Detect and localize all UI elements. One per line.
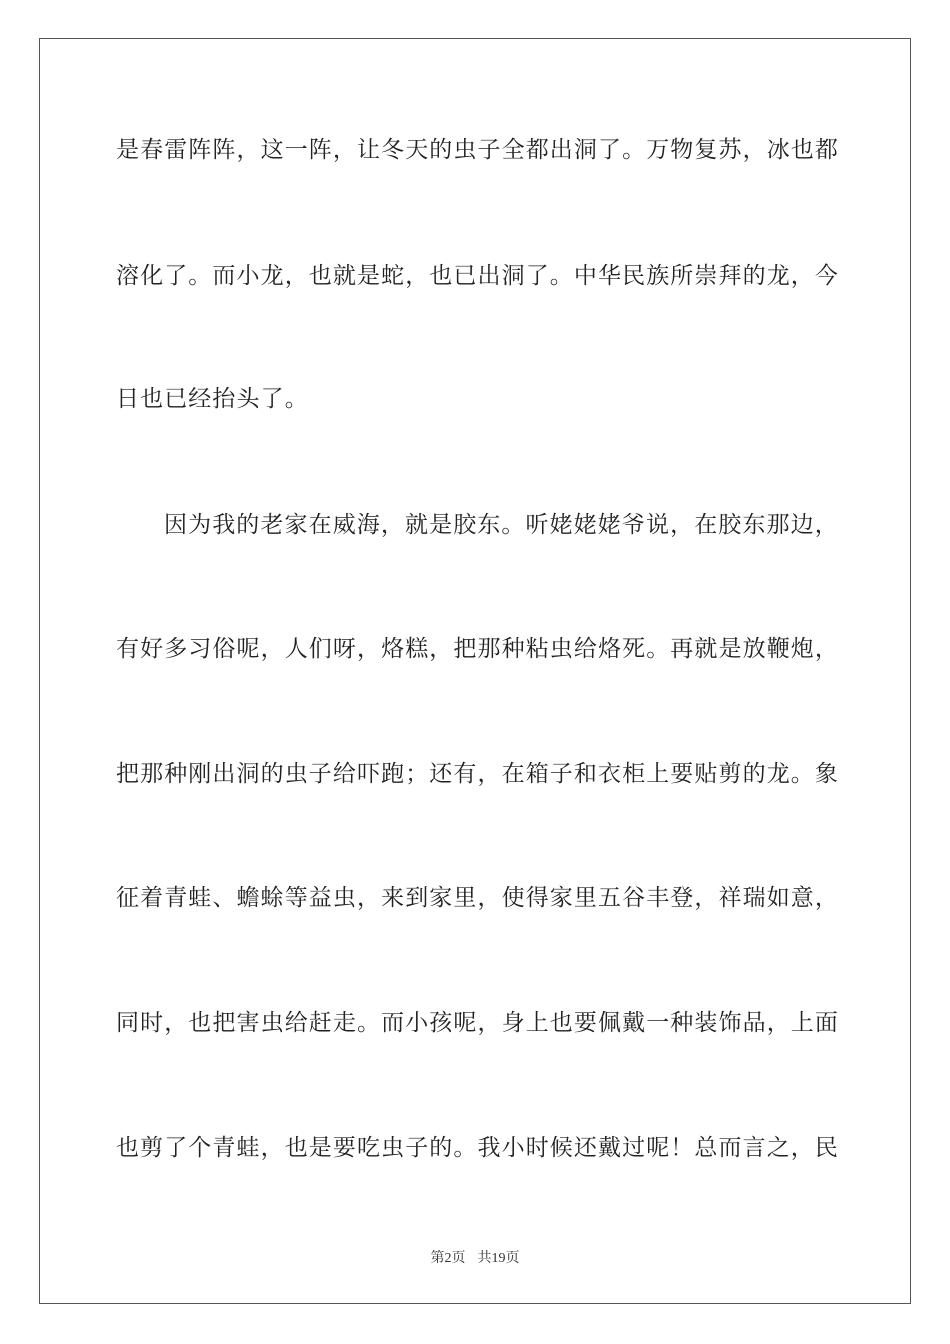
body-text-line: 有好多习俗呢，人们呀，烙糕，把那种粘虫给烙死。再就是放鞭炮，	[116, 636, 839, 662]
body-text-line: 把那种刚出洞的虫子给吓跑；还有，在箱子和衣柜上要贴剪的龙。象	[116, 761, 839, 787]
page-footer	[0, 1247, 950, 1267]
body-text-line: 日也已经抬头了。	[116, 386, 309, 412]
body-text-line: 同时，也把害虫给赶走。而小孩呢，身上也要佩戴一种装饰品，上面	[116, 1010, 839, 1036]
page-border	[39, 38, 911, 1304]
page-number: 第2页	[430, 1251, 466, 1266]
body-text-line: 溶化了。而小龙，也就是蛇，也已出洞了。中华民族所崇拜的龙，今	[116, 263, 839, 289]
body-text-line: 征着青蛙、蟾蜍等益虫，来到家里，使得家里五谷丰登，祥瑞如意，	[116, 885, 839, 911]
page-total: 共19页	[477, 1251, 520, 1266]
body-text-line: 是春雷阵阵，这一阵，让冬天的虫子全都出洞了。万物复苏，冰也都	[116, 137, 839, 163]
body-text-line: 也剪了个青蛙，也是要吃虫子的。我小时候还戴过呢！总而言之，民	[116, 1135, 839, 1161]
body-text-line: 因为我的老家在威海，就是胶东。听姥姥姥爷说，在胶东那边，	[164, 512, 839, 538]
